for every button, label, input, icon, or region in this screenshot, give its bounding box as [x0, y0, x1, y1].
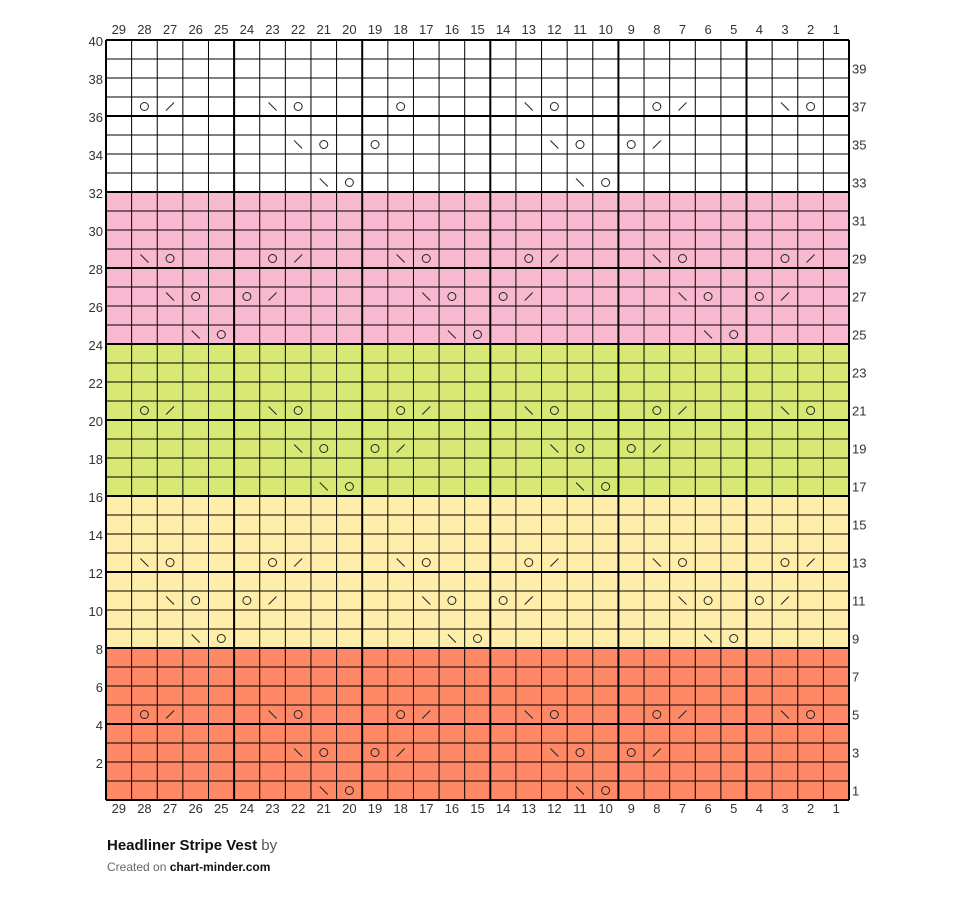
pattern-title: Headliner Stripe Vest [107, 837, 258, 854]
row-number-right: 9 [852, 631, 860, 647]
column-number-top: 12 [547, 22, 562, 37]
row-number-left: 40 [88, 34, 103, 49]
row-number-right: 21 [852, 403, 867, 419]
column-number-top: 7 [678, 22, 687, 37]
row-number-left: 38 [88, 72, 103, 87]
row-number-right: 39 [852, 61, 867, 77]
column-number-top: 14 [495, 22, 511, 37]
column-number-bottom: 1 [832, 801, 840, 816]
credit-line [107, 860, 277, 874]
row-number-left: 24 [88, 338, 103, 353]
column-number-top: 24 [239, 22, 255, 37]
column-number-bottom: 19 [367, 801, 383, 816]
column-number-bottom: 2 [806, 801, 815, 816]
column-number-top: 19 [367, 22, 383, 37]
column-number-bottom: 9 [627, 801, 635, 816]
column-number-bottom: 6 [704, 801, 712, 816]
column-number-top: 28 [137, 22, 152, 37]
row-number-left: 28 [88, 262, 103, 277]
row-number-right: 23 [852, 365, 867, 381]
row-number-left: 22 [88, 376, 103, 391]
row-number-left: 2 [95, 756, 103, 771]
column-number-bottom: 27 [162, 801, 178, 816]
row-number-left: 10 [88, 604, 103, 619]
chart-grid [106, 40, 849, 800]
row-number-left: 18 [88, 452, 103, 467]
column-number-bottom: 8 [653, 801, 661, 816]
column-number-bottom: 16 [444, 801, 460, 816]
row-number-right: 3 [852, 745, 860, 761]
row-number-right: 37 [852, 99, 867, 115]
column-number-top: 9 [627, 22, 635, 37]
site-link[interactable]: chart-minder.com [169, 860, 271, 874]
row-number-right: 11 [852, 593, 866, 609]
row-number-left: 4 [95, 718, 103, 733]
column-number-top: 10 [598, 22, 613, 37]
column-number-top: 3 [781, 22, 789, 37]
row-number-left: 30 [88, 224, 103, 239]
column-number-bottom: 10 [598, 801, 613, 816]
column-number-top: 18 [393, 22, 408, 37]
column-number-bottom: 20 [342, 801, 357, 816]
column-number-bottom: 17 [419, 801, 434, 816]
column-number-top: 21 [316, 22, 332, 37]
row-number-right: 25 [852, 327, 867, 343]
row-number-right: 27 [852, 289, 867, 305]
column-number-top: 17 [419, 22, 434, 37]
row-number-right: 13 [852, 555, 867, 571]
row-number-left: 6 [95, 680, 103, 695]
row-number-right: 31 [852, 213, 867, 229]
column-number-bottom: 22 [290, 801, 306, 816]
row-number-right: 33 [852, 175, 867, 191]
column-number-top: 29 [111, 22, 127, 37]
row-number-left: 20 [88, 414, 103, 429]
column-number-bottom: 12 [547, 801, 562, 816]
row-number-left: 8 [95, 642, 103, 657]
column-number-bottom: 29 [111, 801, 127, 816]
row-number-right: 35 [852, 137, 867, 153]
created-on-text: Created on [107, 860, 167, 874]
pattern-title-line [107, 835, 277, 857]
column-number-top: 1 [832, 22, 840, 37]
column-number-top: 22 [290, 22, 306, 37]
column-number-top: 25 [214, 22, 229, 37]
column-number-bottom: 18 [393, 801, 408, 816]
column-number-top: 20 [342, 22, 357, 37]
column-number-bottom: 14 [495, 801, 511, 816]
row-number-left: 14 [88, 528, 103, 543]
column-number-bottom: 3 [781, 801, 789, 816]
column-number-top: 16 [444, 22, 460, 37]
row-number-left: 32 [88, 186, 103, 201]
column-number-bottom: 7 [678, 801, 687, 816]
by-text: by [261, 837, 278, 854]
column-number-top: 23 [265, 22, 280, 37]
row-number-left: 12 [88, 566, 103, 581]
row-number-right: 29 [852, 251, 867, 267]
column-number-top: 15 [470, 22, 485, 37]
column-number-bottom: 23 [265, 801, 280, 816]
column-number-bottom: 11 [573, 801, 587, 816]
column-number-top: 27 [162, 22, 178, 37]
row-number-right: 1 [852, 783, 860, 799]
column-number-top: 6 [704, 22, 712, 37]
column-number-top: 4 [755, 22, 763, 37]
row-number-left: 34 [88, 148, 103, 163]
column-number-top: 26 [188, 22, 203, 37]
column-number-top: 2 [806, 22, 815, 37]
column-number-bottom: 5 [730, 801, 738, 816]
row-number-left: 16 [88, 490, 103, 505]
row-number-right: 17 [852, 479, 867, 495]
column-number-top: 5 [730, 22, 738, 37]
row-number-left: 26 [88, 300, 103, 315]
column-number-top: 13 [521, 22, 536, 37]
row-number-right: 15 [852, 517, 867, 533]
row-number-right: 19 [852, 441, 867, 457]
column-number-top: 8 [653, 22, 661, 37]
column-number-bottom: 15 [470, 801, 485, 816]
column-number-bottom: 13 [521, 801, 536, 816]
column-number-bottom: 21 [316, 801, 332, 816]
row-number-left: 36 [88, 110, 103, 125]
chart-footer [107, 835, 277, 874]
column-number-top: 11 [573, 22, 587, 37]
column-number-bottom: 24 [239, 801, 255, 816]
column-number-bottom: 4 [755, 801, 763, 816]
column-number-bottom: 25 [214, 801, 229, 816]
column-number-bottom: 26 [188, 801, 203, 816]
row-number-right: 7 [852, 669, 860, 685]
row-number-right: 5 [852, 707, 860, 723]
column-number-bottom: 28 [137, 801, 152, 816]
